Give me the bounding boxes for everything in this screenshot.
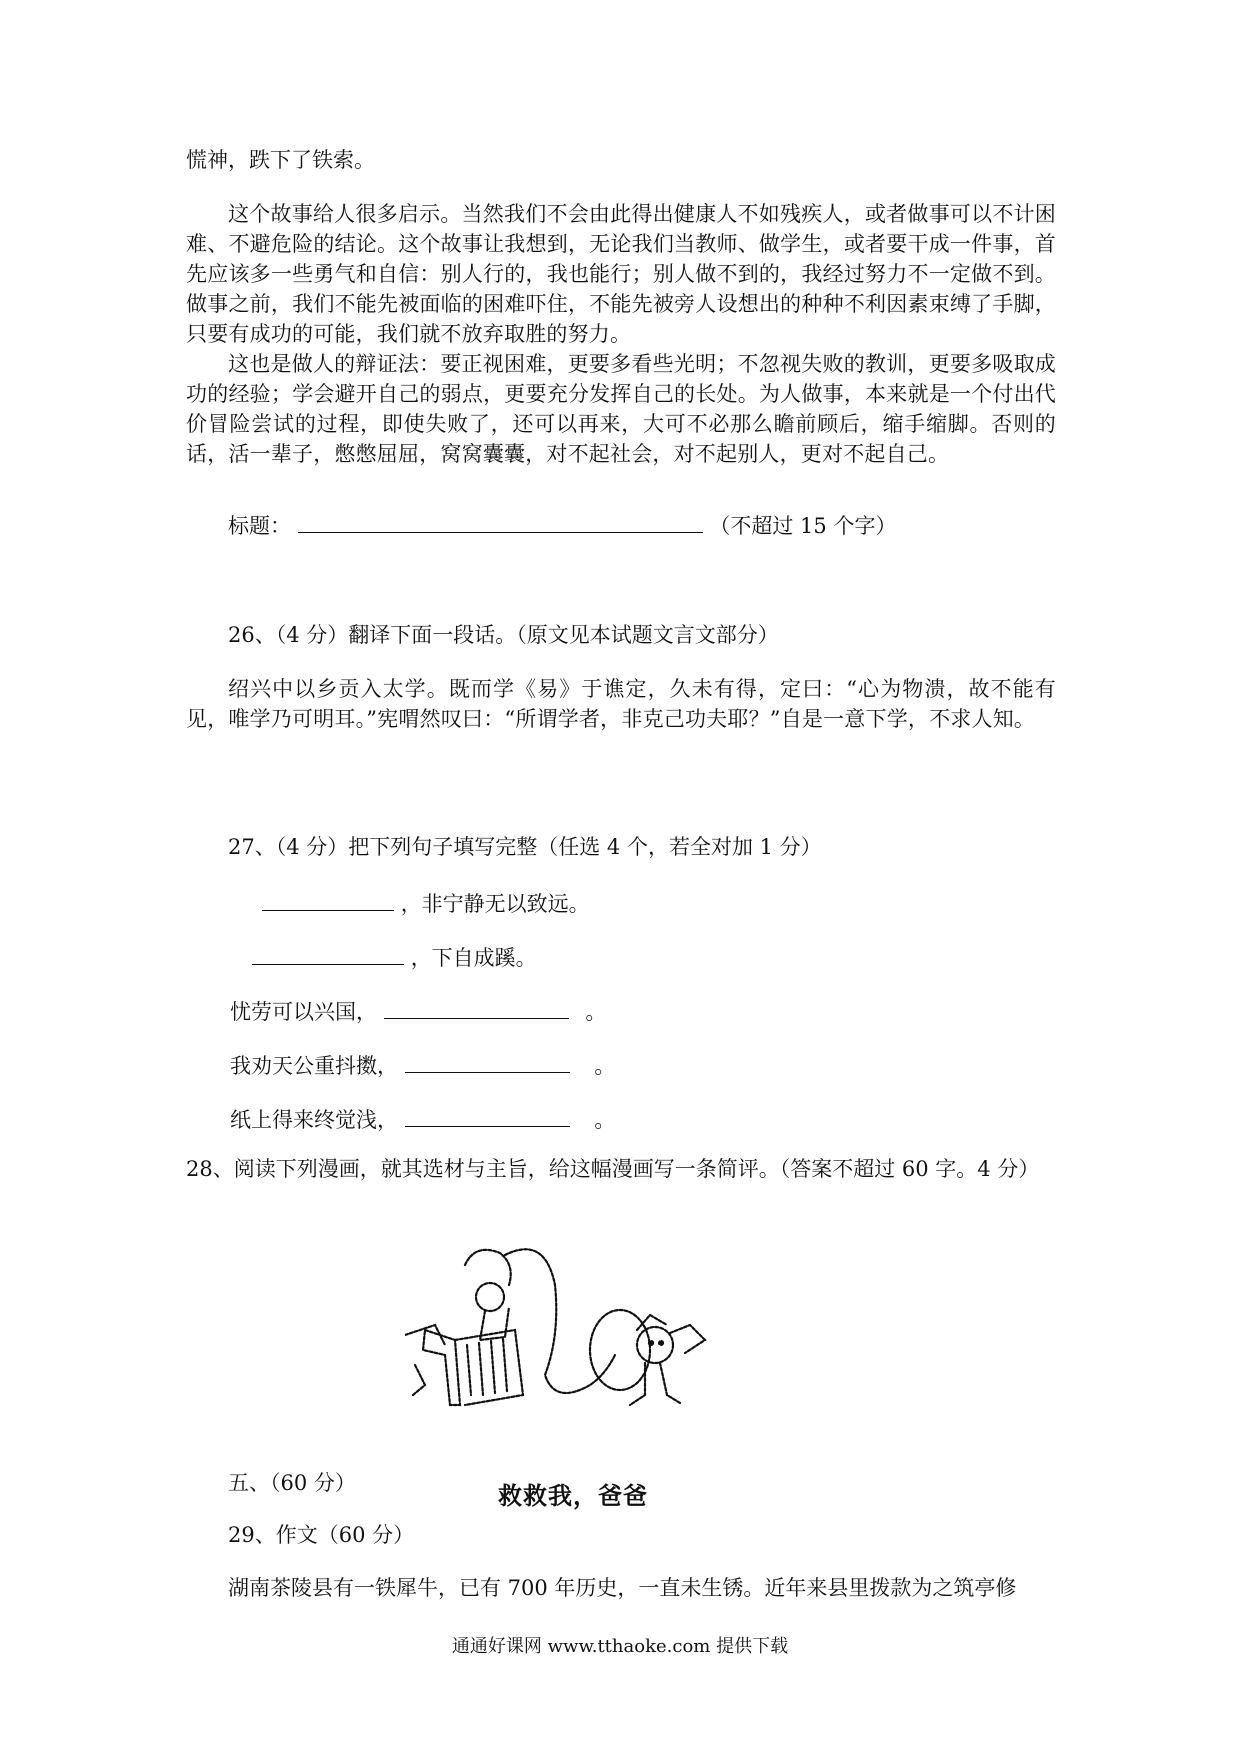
cartoon-caption: 救救我，爸爸 bbox=[498, 1482, 648, 1510]
paragraph-1-text: 这个故事给人很多启示。当然我们不会由此得出健康人不如残疾人，或者做事可以不计困难、不避危险的结论。这个故事让我想到，无论我们当教师、做学生，或者要干成一件事，首先应该多一些勇气和自信：别人行的，我也能行；别人做不到的，我经过努力不一定做不到。做事之前，我们不能先被面临的困难吓住，不能先被旁人设想出的种种不利因素束缚了手脚，只要有成功的可能，我们就不放弃取胜的努力。 bbox=[186, 202, 1056, 346]
q27-heading: 27、（4 分）把下列句子填写完整（任选 4 个，若全对加 1 分） bbox=[228, 835, 822, 859]
q27-item-2-text: ，下自成蹊。 bbox=[410, 946, 537, 970]
q26-heading: 26、（4 分）翻译下面一段话。（原文见本试题文言文部分） bbox=[228, 623, 779, 647]
q28-heading: 28、阅读下列漫画，就其选材与主旨，给这幅漫画写一条简评。（答案不超过 60 字。4 分） bbox=[186, 1157, 1040, 1181]
q27-item-4-text: 我劝天公重抖擞， bbox=[230, 1054, 398, 1078]
q26-passage-text: 绍兴中以乡贡入太学。既而学《易》于谯定，久未有得，定曰：“心为物溃，故不能有见，唯学乃可明耳。”宪喟然叹曰：“所谓学者，非克己功夫耶？”自是一意下学，不求人知。 bbox=[186, 677, 1056, 731]
fill-blank[interactable] bbox=[384, 996, 569, 1019]
q26-passage bbox=[186, 674, 1056, 734]
end-mark: 。 bbox=[594, 1108, 616, 1132]
fill-blank[interactable] bbox=[252, 942, 404, 965]
q27-item-3-text: 忧劳可以兴国， bbox=[230, 1000, 377, 1024]
q27-item-5 bbox=[230, 1104, 615, 1135]
fill-blank[interactable] bbox=[405, 1104, 570, 1127]
paragraph-1 bbox=[186, 199, 1056, 349]
fill-blank[interactable] bbox=[262, 888, 394, 911]
page-footer: 通通好课网 www.tthaoke.com 提供下载 bbox=[451, 1636, 789, 1657]
fill-blank[interactable] bbox=[405, 1050, 570, 1073]
paragraph-2-text: 这也是做人的辩证法：要正视困难，更要多看些光明；不忽视失败的教训，更要多吸取成功的经验；学会避开自己的弱点，更要充分发挥自己的长处。为人做事，本来就是一个付出代价冒险尝试的过程，即使失败了，还可以再来，大可不必那么瞻前顾后，缩手缩脚。否则的话，活一辈子，憋憋屈屈，窝窝囊囊，对不起社会，对不起别人，更对不起自己。 bbox=[186, 352, 1056, 466]
continued-line: 慌神，跌下了铁索。 bbox=[186, 148, 375, 172]
q27-item-5-text: 纸上得来终觉浅， bbox=[230, 1108, 398, 1132]
q27-item-1 bbox=[262, 888, 590, 919]
title-answer-row bbox=[228, 510, 896, 541]
end-mark: 。 bbox=[585, 1000, 607, 1024]
paragraph-2 bbox=[186, 349, 1056, 469]
q29-heading: 29、作文（60 分） bbox=[228, 1523, 415, 1547]
end-mark: 。 bbox=[594, 1054, 616, 1078]
q29-text: 湖南茶陵县有一铁犀牛，已有 700 年历史，一直未生锈。近年来县里拨款为之筑亭修 bbox=[228, 1576, 1017, 1600]
q27-item-3 bbox=[230, 996, 606, 1027]
cartoon-image bbox=[405, 1245, 735, 1415]
q27-item-4 bbox=[230, 1050, 615, 1081]
q27-item-1-text: ，非宁静无以致远。 bbox=[400, 892, 590, 916]
q27-item-2 bbox=[252, 942, 537, 973]
section-5-heading: 五、（60 分） bbox=[228, 1471, 356, 1495]
title-label: 标题： bbox=[228, 514, 291, 538]
title-answer-blank[interactable] bbox=[298, 510, 703, 533]
title-note: （不超过 15 个字） bbox=[709, 514, 897, 538]
